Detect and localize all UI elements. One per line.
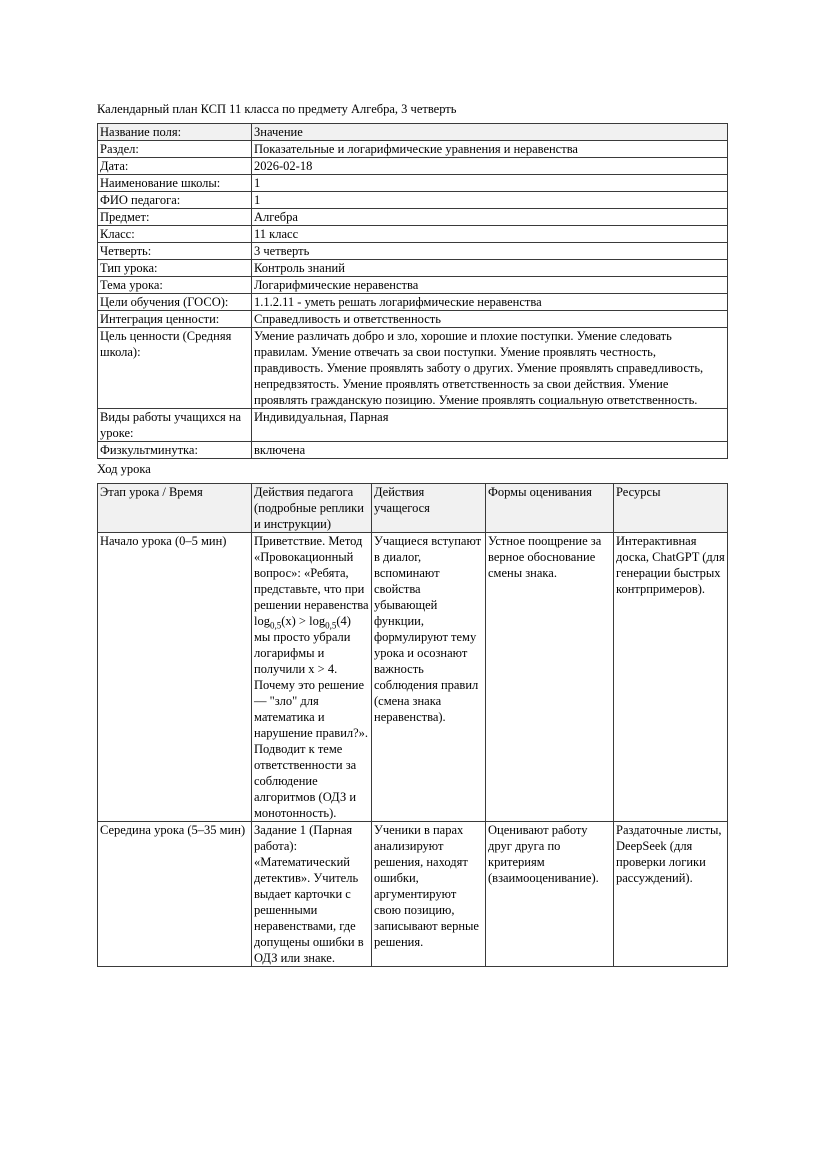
stage-cell: Середина урока (5–35 мин) [98,822,252,967]
info-row-school [98,175,728,192]
field-name-cell: Класс: [98,226,252,243]
resources-cell: Раздаточные листы, DeepSeek (для проверки логики рассуждений). [614,822,728,967]
field-name-cell: Интеграция ценности: [98,311,252,328]
field-name-cell: Четверть: [98,243,252,260]
field-value-cell: 2026-02-18 [252,158,728,175]
field-value-cell: 1.1.2.11 - уметь решать логарифмические неравенства [252,294,728,311]
lesson-row-middle [98,822,728,967]
field-name-cell: Физкультминутка: [98,442,252,459]
field-value-cell: Алгебра [252,209,728,226]
info-header-field-label: Название поля: [98,124,252,141]
info-row-subject [98,209,728,226]
field-value-cell: Индивидуальная, Парная [252,409,728,442]
field-value-cell: 1 [252,192,728,209]
field-name-cell: Тема урока: [98,277,252,294]
info-row-values-goal [98,328,728,409]
info-row-class [98,226,728,243]
info-row-objectives [98,294,728,311]
field-value-cell: Показательные и логарифмические уравнения и неравенства [252,141,728,158]
info-row-date [98,158,728,175]
field-value-cell: 3 четверть [252,243,728,260]
info-header-row [98,124,728,141]
field-value-cell: Контроль знаний [252,260,728,277]
teacher-actions-cell: Приветствие. Метод «Провокационный вопрос»: «Ребята, представьте, что при решении неравенства $\log_{0,5}(x) > \log_{0,5}(4)$ мы просто убрали логарифмы и получили x > 4. Почему это решение — "зло" для математика и нарушение правил?». Подводит к теме ответственности за соблюдение алгоритмов (ОДЗ и монотонность). [252,533,372,822]
column-header-teacher-actions: Действия педагога (подробные реплики и инструкции) [252,484,372,533]
column-header-student-actions: Действия учащегося [372,484,486,533]
lesson-info-table [97,123,728,459]
student-actions-cell: Учащиеся вступают в диалог, вспоминают свойства убывающей функции, формулируют тему урока и осознают важность соблюдения правил (смена знака неравенства). [372,533,486,822]
lesson-flow-table [97,483,728,967]
column-header-assessment: Формы оценивания [486,484,614,533]
column-header-stage: Этап урока / Время [98,484,252,533]
info-row-quarter [98,243,728,260]
field-value-cell: 11 класс [252,226,728,243]
section-heading: Ход урока [97,462,151,476]
teacher-actions-cell: Задание 1 (Парная работа): «Математический детектив». Учитель выдает карточки с решенными неравенствами, где допущены ошибки в ОДЗ или знаке. [252,822,372,967]
column-header-resources: Ресурсы [614,484,728,533]
info-row-lesson-topic [98,277,728,294]
field-value-cell: включена [252,442,728,459]
field-value-cell: Логарифмические неравенства [252,277,728,294]
field-name-cell: Цели обучения (ГОСО): [98,294,252,311]
info-row-values-integration [98,311,728,328]
info-row-teacher-name [98,192,728,209]
assessment-cell: Устное поощрение за верное обоснование смены знака. [486,533,614,822]
resources-cell: Интерактивная доска, ChatGPT (для генерации быстрых контрпримеров). [614,533,728,822]
field-value-cell: 1 [252,175,728,192]
info-header-value-label: Значение [252,124,728,141]
field-value-cell: Справедливость и ответственность [252,311,728,328]
stage-cell: Начало урока (0–5 мин) [98,533,252,822]
field-name-cell: ФИО педагога: [98,192,252,209]
field-name-cell: Дата: [98,158,252,175]
lesson-row-start [98,533,728,822]
info-row-phys-minute [98,442,728,459]
field-name-cell: Раздел: [98,141,252,158]
field-value-cell: Умение различать добро и зло, хорошие и плохие поступки. Умение следовать правилам. Умение отвечать за свои поступки. Умение проявлять честность, правдивость. Умение проявлять заботу о других. Умение проявлять справедливость, непредвзятость. Умение проявлять ответственность за свои действия. Умение проявлять гражданскую позицию. Умение проявлять социальную ответственность. [252,328,728,409]
student-actions-cell: Ученики в парах анализируют решения, находят ошибки, аргументируют свою позицию, записывают верные решения. [372,822,486,967]
field-name-cell: Виды работы учащихся на уроке: [98,409,252,442]
field-name-cell: Предмет: [98,209,252,226]
field-name-cell: Наименование школы: [98,175,252,192]
page-title: Календарный план КСП 11 класса по предмету Алгебра, 3 четверть [97,102,457,116]
field-name-cell: Тип урока: [98,260,252,277]
lesson-table-header-row [98,484,728,533]
info-row-razdel [98,141,728,158]
field-name-cell: Цель ценности (Средняя школа): [98,328,252,409]
assessment-cell: Оценивают работу друг друга по критериям (взаимооценивание). [486,822,614,967]
info-row-lesson-type [98,260,728,277]
info-row-work-types [98,409,728,442]
